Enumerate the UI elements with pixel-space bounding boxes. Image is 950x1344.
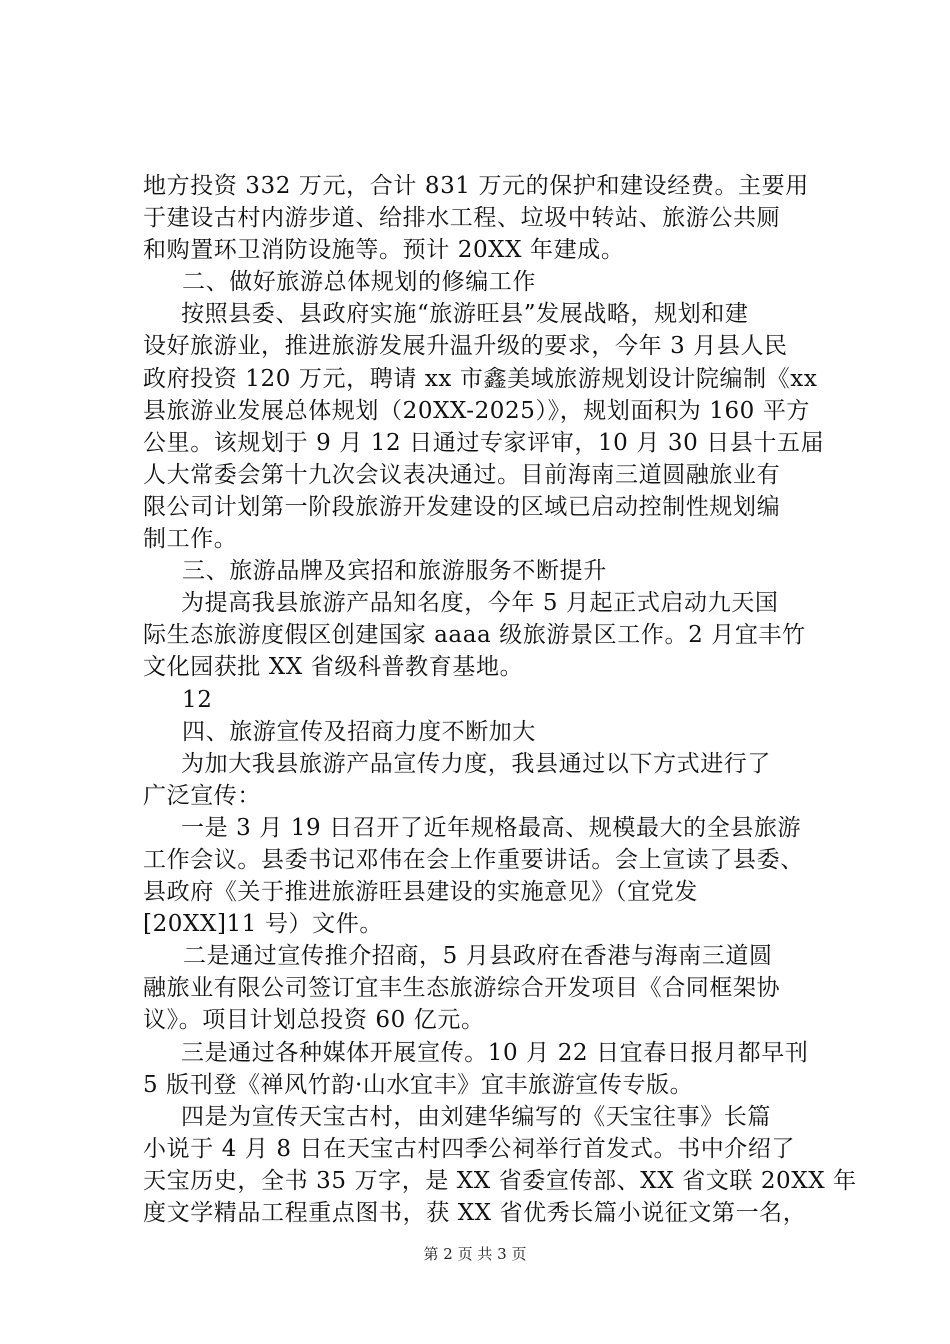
text-line: 公里。该规划于 9 月 12 日通过专家评审，10 月 30 日县十五届 — [143, 429, 825, 456]
text-line: 一是 3 月 19 日召开了近年规格最高、规模最大的全县旅游 — [181, 814, 802, 841]
text-line: 文化园获批 XX 省级科普教育基地。 — [143, 654, 524, 681]
text-line: 际生态旅游度假区创建国家 aaaa 级旅游景区工作。2 月宜丰竹 — [143, 622, 806, 649]
text-line: 按照县委、县政府实施“旅游旺县”发展战略，规划和建 — [181, 301, 749, 328]
text-line: 三是通过各种媒体开展宣传。10 月 22 日宜春日报月都早刊 — [181, 1039, 809, 1066]
text-line: 为提高我县旅游产品知名度，今年 5 月起正式启动九天国 — [181, 590, 779, 617]
text-line: 地方投资 332 万元，合计 831 万元的保护和建设经费。主要用 — [143, 173, 809, 199]
text-line: 度文学精品工程重点图书，获 XX 省优秀长篇小说征文第一名， — [143, 1200, 807, 1226]
text-line: 于建设古村内游步道、给排水工程、垃圾中转站、旅游公共厕 — [143, 205, 781, 232]
text-line: 为加大我县旅游产品宣传力度，我县通过以下方式进行了 — [181, 750, 771, 777]
section-heading: 三、旅游品牌及宾招和旅游服务不断提升 — [182, 558, 607, 585]
text-line: 工作会议。县委书记邓伟在会上作重要讲话。会上宣读了县委、 — [143, 846, 804, 873]
text-line: 广泛宣传： — [143, 782, 261, 809]
text-line: 设好旅游业，推进旅游发展升温升级的要求，今年 3 月县人民 — [143, 333, 788, 360]
text-line: 融旅业有限公司签订宜丰生态旅游综合开发项目《合同框架协 — [143, 975, 781, 1002]
document-body — [143, 170, 857, 1229]
text-line: 5 版刊登《禅风竹韵·山水宜丰》宜丰旅游宣传专版。 — [143, 1071, 694, 1098]
text-line: 县旅游业发展总体规划（20XX-2025）》，规划面积为 160 平方 — [143, 397, 811, 424]
text-line: 人大常委会第十九次会议表决通过。目前海南三道圆融旅业有 — [143, 461, 781, 488]
text-line: 天宝历史，全书 35 万字，是 XX 省委宣传部、XX 省文联 20XX 年 — [143, 1167, 857, 1194]
stray-number: 12 — [182, 686, 213, 713]
page-footer: 第 2 页 共 3 页 — [423, 1245, 527, 1263]
text-line: [20XX]11 号）文件。 — [143, 911, 383, 938]
text-line: 和购置环卫消防设施等。预计 20XX 年建成。 — [143, 237, 625, 264]
text-line: 四是为宣传天宝古村，由刘建华编写的《天宝往事》长篇 — [181, 1103, 771, 1130]
text-line: 政府投资 120 万元，聘请 xx 市鑫美域旅游规划设计院编制《xx — [143, 365, 818, 392]
text-line: 县政府《关于推进旅游旺县建设的实施意见》（宜党发 — [143, 879, 698, 906]
text-line: 二是通过宣传推介招商，5 月县政府在香港与海南三道圆 — [183, 943, 773, 970]
text-line: 小说于 4 月 8 日在天宝古村四季公祠举行首发式。书中介绍了 — [143, 1135, 796, 1162]
text-line: 限公司计划第一阶段旅游开发建设的区域已启动控制性规划编 — [143, 493, 781, 520]
section-heading: 二、做好旅游总体规划的修编工作 — [182, 269, 536, 296]
text-line: 制工作。 — [143, 526, 238, 553]
text-line: 议》。项目计划总投资 60 亿元。 — [143, 1007, 485, 1034]
section-heading: 四、旅游宣传及招商力度不断加大 — [182, 718, 536, 745]
